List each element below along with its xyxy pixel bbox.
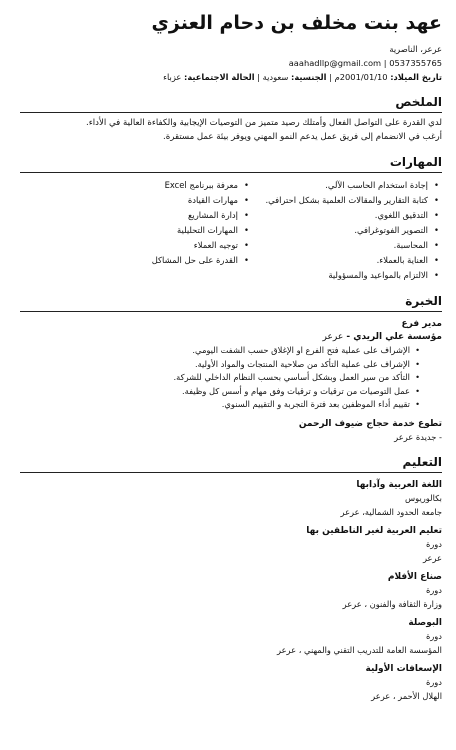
education-title: اللغة العربية وآدابها (356, 480, 442, 491)
organization-name: مؤسسة علي الريدي - (346, 332, 442, 342)
volunteer-title: تطوع خدمة حجاج ضيوف الرحمن (298, 418, 442, 429)
summary-line: أرغب في الانضمام إلى فريق عمل يدعم النمو المهني ويوفر بيئة عمل مستقرة. (163, 131, 442, 142)
volunteer-detail: - جديدة عرعر (394, 431, 442, 442)
education-type: دورة (425, 539, 442, 550)
education-place: الهلال الأحمر ، عرعر (371, 690, 442, 701)
contact-details: aaahadllp@gmail.com | 0537355765 (288, 58, 442, 68)
birth-value: 2001/01/10م (334, 72, 388, 82)
education-heading: التعليم (20, 454, 442, 473)
nationality-value: سعودية (262, 72, 289, 82)
education-entry (20, 663, 442, 703)
education-place: وزارة الثقافة والفنون ، عرعر (342, 598, 442, 609)
duty-item: • التأكد من سير العمل وبشكل أساسي بحسب النظام الداخلي للشركة. (20, 371, 420, 385)
location-line: عرعر، الناصرية (389, 44, 442, 54)
skill-item: • القدرة على حل المشاكل (82, 253, 252, 268)
experience-heading: الخبرة (20, 293, 442, 312)
skill-item: • إدارة المشاريع (82, 208, 252, 223)
skill-item: • الالتزام بالمواعيد والمسؤولية (252, 268, 442, 283)
job-duties-list (20, 344, 442, 412)
skill-item: • كتابة التقارير والمقالات العلمية بشكل احترافي. (252, 193, 442, 208)
separator: | (329, 72, 332, 82)
education-entry (20, 479, 442, 519)
education-title: صناع الأفلام (387, 572, 442, 583)
skill-item: • مهارات القيادة (82, 193, 252, 208)
skills-heading: المهارات (20, 154, 442, 173)
marital-label: الحالة الاجتماعية: (184, 72, 255, 82)
skill-item: • توجيه العملاء (82, 238, 252, 253)
duty-item: • الإشراف على عملية التأكد من صلاحية المنتجات والمواد الأولية. (20, 358, 420, 372)
education-title: البوصلة (408, 618, 442, 629)
summary-line: لدي القدرة على التواصل الفعال وأمتلك رصيد متميز من التوصيات الإيجابية والكفاءة العالية في الأداء. (86, 118, 442, 128)
education-place: عرعر (422, 552, 442, 563)
skills-columns (20, 178, 442, 283)
job-organization (20, 331, 442, 344)
summary-heading: الملخص (20, 94, 442, 113)
education-place: جامعة الحدود الشمالية، عرعر (340, 506, 442, 517)
education-type: دورة (425, 631, 442, 642)
education-title: الإسعافات الأولية (365, 664, 442, 675)
education-place: المؤسسة العامة للتدريب التقني والمهني ، عرعر (277, 644, 442, 655)
skill-item: • العناية بالعملاء. (252, 253, 442, 268)
education-entry (20, 525, 442, 565)
nationality-label: الجنسية: (291, 72, 327, 82)
skill-item: • التدقيق اللغوي. (252, 208, 442, 223)
candidate-name: عهد بنت مخلف بن دحام العنزي (151, 12, 442, 34)
skills-list-secondary (82, 178, 252, 283)
duty-item: • تقييم أداء الموظفين بعد فترة التجربة و التقييم السنوي. (20, 398, 420, 412)
duty-item: • الإشراف على عملية فتح الفرع او الإغلاق حسب الشفت اليومي. (20, 344, 420, 358)
education-title: تعليم العربية لغير الناطقين بها (306, 526, 442, 537)
skill-item: • التصوير الفوتوغرافي. (252, 223, 442, 238)
duty-item: • عمل التوصيات من ترقيات و ترقيات وفق مهام و أسس كل وظيفة. (20, 385, 420, 399)
personal-info-line (20, 70, 442, 84)
skill-item: • المحاسبة. (252, 238, 442, 253)
education-type: دورة (425, 585, 442, 596)
education-type: بكالوريوس (405, 493, 442, 504)
birth-label: تاريخ الميلاد: (390, 72, 442, 82)
skill-item: • إجادة استخدام الحاسب الآلي. (252, 178, 442, 193)
marital-value: عزباء (163, 72, 182, 82)
organization-city: عرعر (322, 332, 344, 342)
skill-item: • معرفة ببرنامج Excel (82, 178, 252, 193)
contact-line (20, 56, 442, 70)
separator: | (257, 72, 261, 82)
job-title: مدير فرع (401, 319, 442, 329)
education-type: دورة (425, 677, 442, 688)
education-entry (20, 571, 442, 611)
education-entry (20, 617, 442, 657)
skills-list-primary (252, 178, 442, 283)
skill-item: • المهارات التحليلية (82, 223, 252, 238)
summary-text (20, 117, 442, 144)
